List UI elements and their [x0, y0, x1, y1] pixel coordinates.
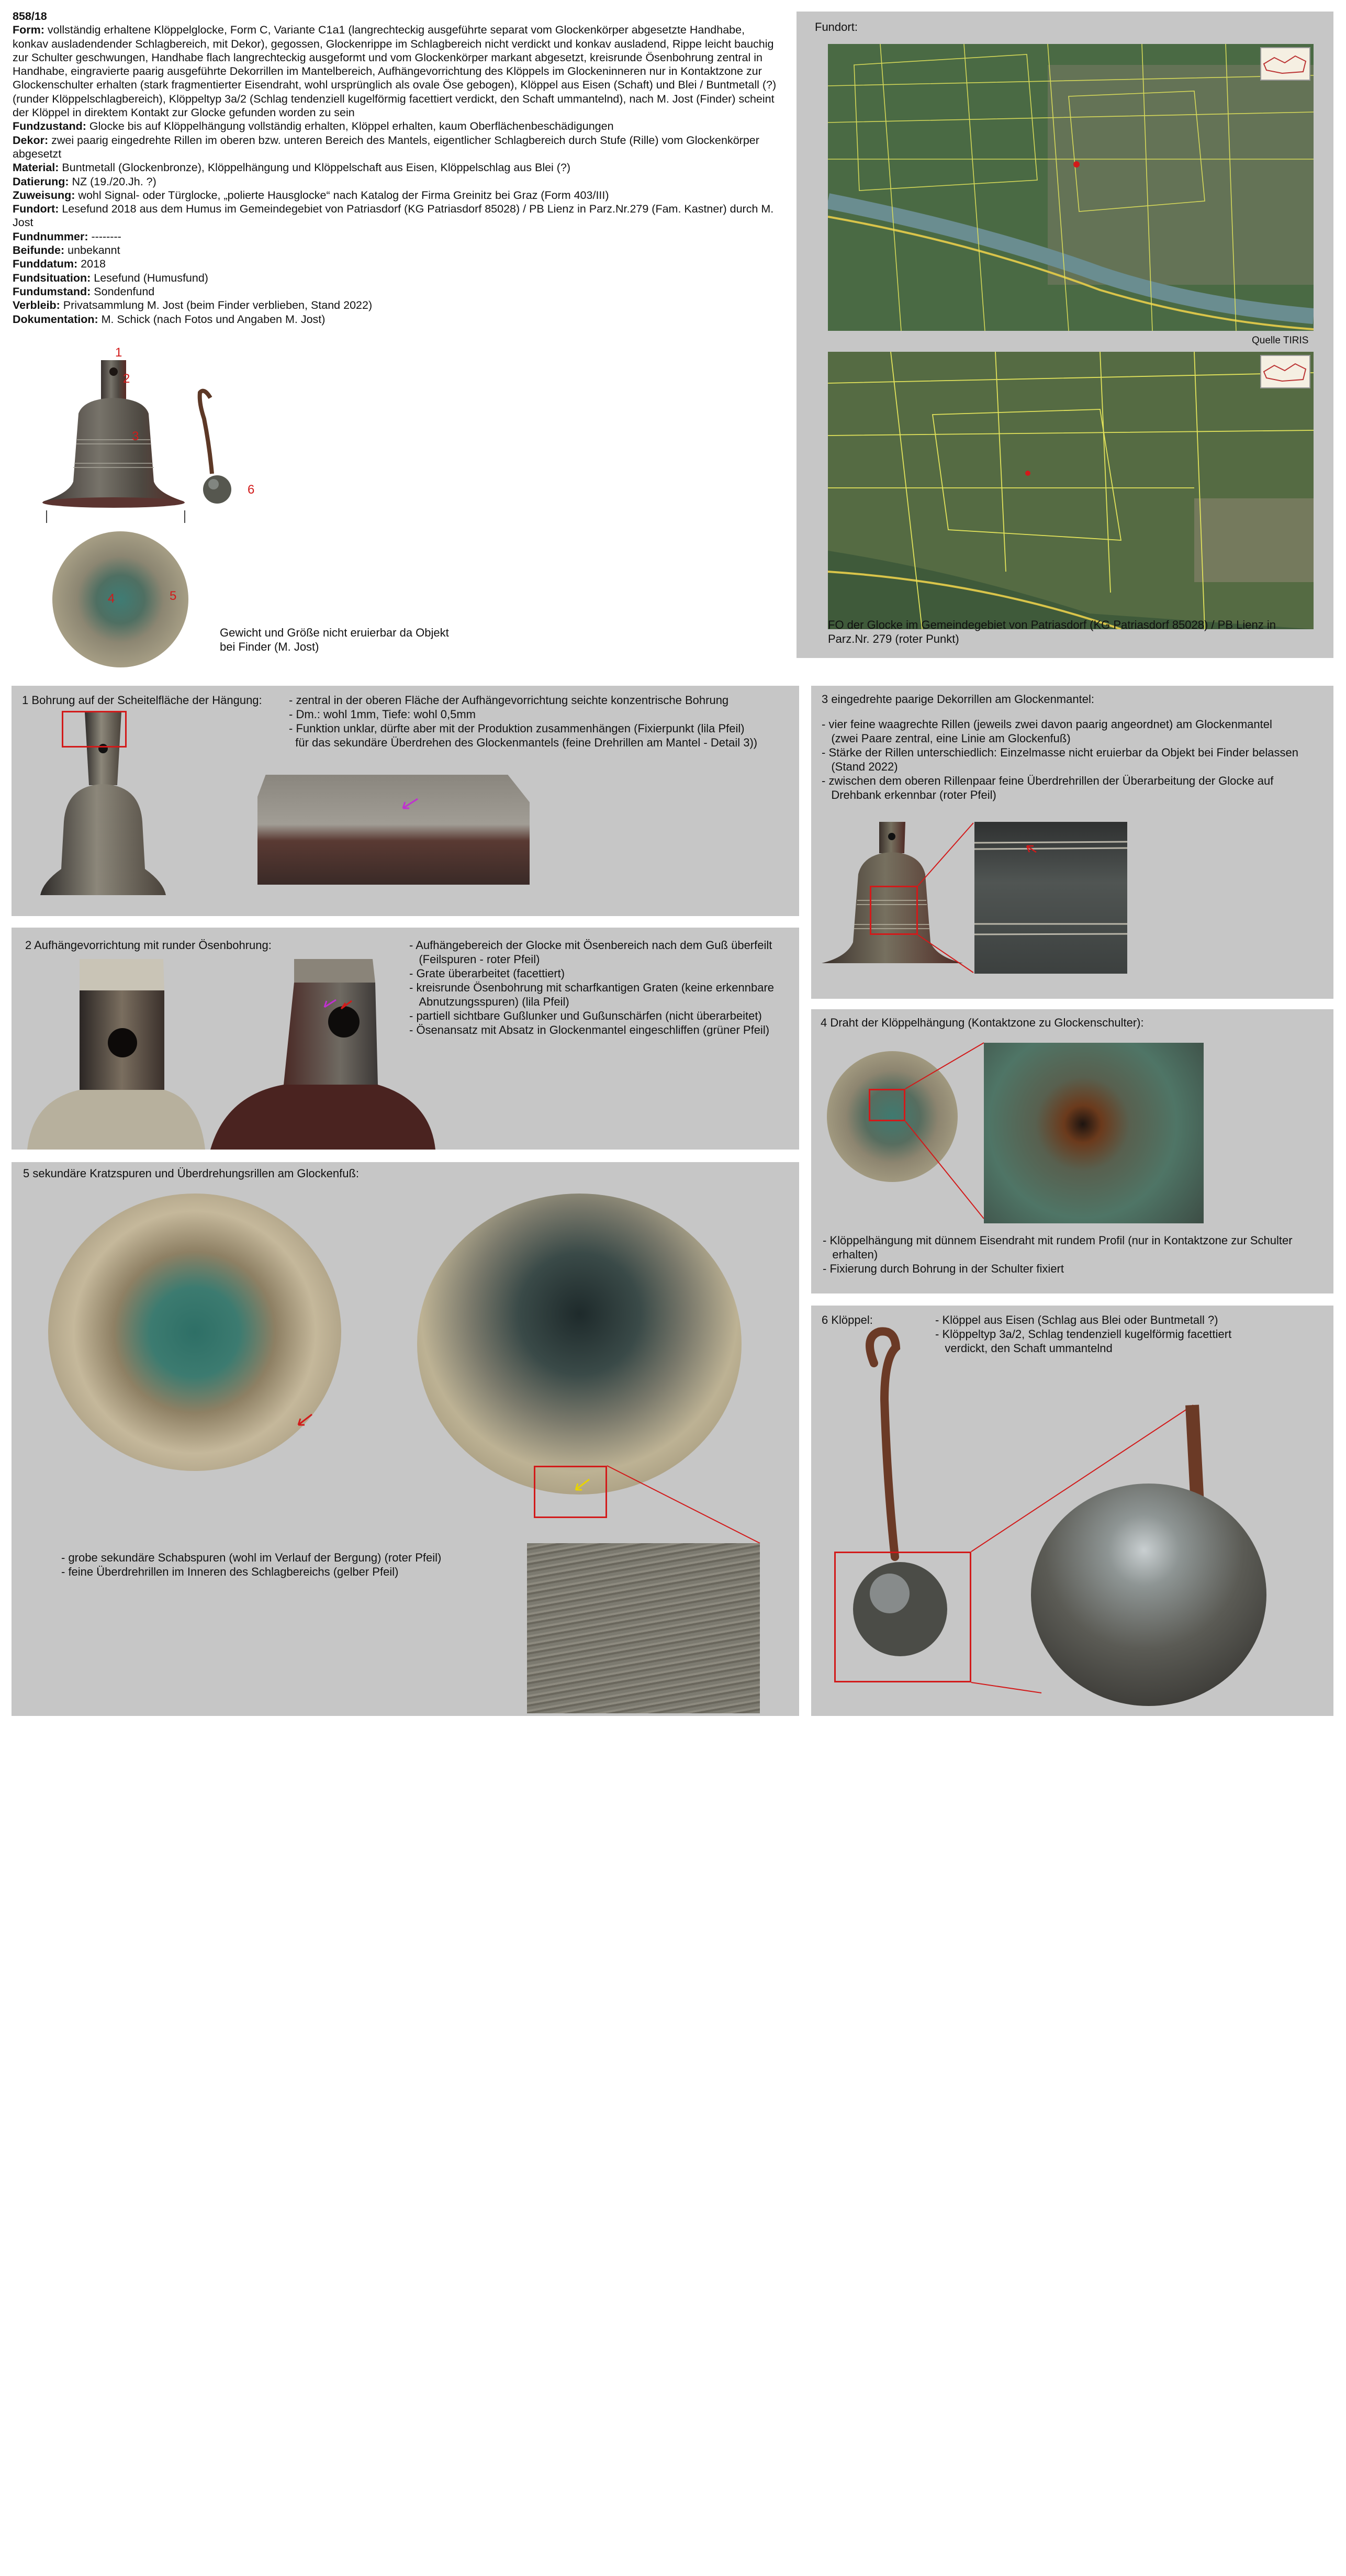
record-field-label: Fundzustand: [13, 120, 86, 133]
detail2-front-image [27, 959, 205, 1150]
record-field [13, 298, 782, 312]
record-field-value: Glocke bis auf Klöppelhängung vollständig erhalten, Klöppel erhalten, kaum Oberflächenbeschädigungen [86, 120, 614, 133]
overview-photos [42, 345, 471, 670]
map-detail [828, 352, 1314, 629]
record-fields [13, 23, 782, 326]
detail5-closeup-image [527, 1543, 760, 1713]
record-field [13, 119, 782, 133]
record-field [13, 257, 782, 271]
detail6-bullet-text: - Klöppel aus Eisen (Schlag aus Blei oder Buntmetall ?) - Klöppeltyp 3a/2, Schlag tendenziell kugelförmig facettiert verdickt, den Schaft ummantelnd [935, 1313, 1232, 1355]
record-field-value: Buntmetall (Glockenbronze), Klöppelhängung und Klöppelschaft aus Eisen, Klöppelschlag aus Blei (?) [59, 161, 571, 174]
detail4-closeup-image [984, 1043, 1204, 1223]
detail1-bullet-text: - zentral in der oberen Fläche der Aufhängevorrichtung seichte konzentrische Bohrung - Dm.: wohl 1mm, Tiefe: wohl 0,5mm - Funktion unklar, dürfte aber mit der Produktion zusammenhängen (Fixierpunkt (lila Pfeil) für das sekundäre Überdrehen des Glockenmantels (feine Drehrillen am Mantel - Detail 3)) [289, 694, 758, 749]
record-field-value: Lesefund 2018 aus dem Humus im Gemeindegebiet von Patriasdorf (KG Patriasdorf 85028) / PB Lienz in Parz.Nr.279 (Fam. Kastner) durch M. Jost [13, 203, 774, 229]
record-field-value: wohl Signal- oder Türglocke, „polierte Hausglocke“ nach Katalog der Firma Greinitz bei Graz (Form 403/III) [75, 188, 609, 202]
record-id: 858/18 [13, 10, 47, 23]
detail2-panel [12, 928, 799, 1150]
record-field [13, 230, 782, 243]
record-field-label: Datierung: [13, 175, 69, 188]
bell-side-image [42, 356, 194, 513]
detail1-title: 1 Bohrung auf der Scheitelfläche der Hängung: [22, 694, 262, 707]
detail2-bullets [409, 938, 774, 1037]
record-field-label: Beifunde: [13, 244, 65, 257]
detail1-marker-box [62, 711, 127, 748]
detail4-title: 4 Draht der Klöppelhängung (Kontaktzone zu Glockenschulter): [821, 1016, 1144, 1029]
record-field-value: Privatsammlung M. Jost (beim Finder verblieben, Stand 2022) [60, 299, 373, 312]
detail6-title: 6 Klöppel: [822, 1313, 873, 1326]
detail6-panel [811, 1306, 1333, 1716]
label-2: 2 [123, 372, 130, 386]
label-6: 6 [248, 483, 255, 497]
bell-bottom-image [52, 531, 188, 667]
detail3-closeup-lines [974, 822, 1127, 974]
record-field-label: Dekor: [13, 133, 49, 147]
record-field [13, 285, 782, 298]
record-field-label: Form: [13, 24, 44, 37]
record-field-label: Fundort: [13, 203, 59, 216]
detail5-bullets [61, 1551, 441, 1579]
record-text [13, 9, 782, 326]
record-field [13, 175, 782, 188]
detail2-bullet-text: - Aufhängebereich der Glocke mit Ösenbereich nach dem Guß überfeilt (Feilspuren - roter Pfeil) - Grate überarbeitet (facettiert) - kreisrunde Ösenbohrung mit scharfkantigen Graten (keine erkennbare Abnutzungsspuren) (lila Pfeil) - partiell sichtbare Gußlunker und Gußunschärfen (nicht überarbeitet) - Ösenansatz mit Absatz in Glockenmantel eingeschliffen (grüner Pfeil) [409, 939, 775, 1036]
fundort-caption: FO der Glocke im Gemeindegebiet von Patriasdorf (KG Patriasdorf 85028) / PB Lienz in Parz.Nr. 279 (roter Punkt) [828, 618, 1276, 645]
record-field-value: 2018 [77, 258, 106, 271]
detail5-bullet-text: - grobe sekundäre Schabspuren (wohl im Verlauf der Bergung) (roter Pfeil) - feine Überdrehrillen im Inneren des Schlagbereichs (gelber Pfeil) [61, 1551, 442, 1578]
record-field-value: zwei paarig eingedrehte Rillen im oberen bzw. unteren Bereich des Mantels, eigentlicher Schlagbereich durch Stufe (Rille) vom Glockenkörper abgesetzt [13, 133, 759, 160]
map-overview [828, 44, 1314, 331]
record-field [13, 313, 782, 326]
map-overview-inset [1260, 47, 1310, 81]
record-field-label: Fundumstand: [13, 285, 91, 298]
record-field-value: Lesefund (Humusfund) [91, 271, 208, 284]
record-field-value: vollständig erhaltene Klöppelglocke, Form C, Variante C1a1 (langrechteckig ausgeführte separat vom Glockenkörper abgesetzte Handhabe, konkav ausladendender Schlagbereich, mit Dekor), gegossen, Glockenrippe im Schlagbereich nicht verdickt und konkav ausladend, Rippe leicht bauchig zur Schulter geschwungen, Handhabe flach langrechteckig ausgeformt und vom Glockenkörper markant abgesetzt, kreisrunde Ösenbohrung zentral in Handhabe, eingravierte paarig ausgeführte Dekorrillen im Mantelbereich, Aufhängevorrichtung des Klöppels im Glockeninneren nur in Kontaktzone zur Glockenschulter erhalten (stark fragmentierter Eisendraht, wohl ursprünglich als ovale Öse gebogen), Klöppel aus Eisen (Schaft) und Blei / Buntmetall (?) (runder Klöppelschlagbereich), Klöppeltyp 3a/2 (Schlag tendenziell kugelförmig facettiert verdickt, den Schaft ummantelnd), nach M. Jost (Finder) scheint der Klöppel in direktem Kontakt zur Glocke gefunden worden zu sein [13, 24, 777, 119]
purple-arrow-icon [399, 797, 420, 812]
detail3-panel [811, 686, 1333, 999]
detail2-title: 2 Aufhängevorrichtung mit runder Ösenbohrung: [25, 939, 272, 952]
detail2-side-image [210, 959, 441, 1150]
label-3: 3 [132, 429, 139, 443]
record-field [13, 161, 782, 174]
overview-note: Gewicht und Größe nicht eruierbar da Objekt bei Finder (M. Jost) [220, 626, 449, 653]
record-field-label: Dokumentation: [13, 313, 98, 326]
record-field-value: unbekannt [64, 244, 120, 257]
record-field-label: Funddatum: [13, 258, 78, 271]
detail1-panel [12, 686, 799, 916]
detail5-panel [12, 1162, 799, 1716]
record-field [13, 188, 782, 202]
record-field-value: M. Schick (nach Fotos und Angaben M. Jost) [98, 313, 326, 326]
record-field [13, 271, 782, 285]
map-detail-inset [1260, 355, 1310, 388]
scale-tick-left [46, 510, 47, 523]
detail3-bullet-text: - vier feine waagrechte Rillen (jeweils zwei davon paarig angeordnet) am Glockenmantel (zwei Paare zentral, eine Linie am Glockenfuß) - Stärke der Rillen unterschiedlich: Einzelmasse nicht eruierbar da Objekt bei Finder belassen (Stand 2022) - zwischen dem oberen Rillenpaar feine Überdrehrillen der Überarbeitung der Glocke auf Drehbank erkennbar (roter Pfeil) [822, 718, 1299, 801]
detail3-title: 3 eingedrehte paarige Dekorrillen am Glockenmantel: [822, 693, 1094, 706]
detail4-panel [811, 1009, 1333, 1293]
scale-tick-right [184, 510, 185, 523]
record-field [13, 202, 782, 230]
detail1-closeup-image [257, 775, 530, 885]
record-field-value: NZ (19./20.Jh. ?) [69, 175, 156, 188]
record-field-label: Material: [13, 161, 59, 174]
clapper-small-image [199, 387, 241, 508]
map-source: Quelle TIRIS [1252, 335, 1309, 346]
record-field [13, 23, 782, 119]
label-1: 1 [115, 345, 122, 360]
record-field-label: Fundsituation: [13, 271, 91, 284]
detail4-bullet-text: - Klöppelhängung mit dünnem Eisendraht mit rundem Profil (nur in Kontaktzone zur Schulter erhalten) - Fixierung durch Bohrung in der Schulter fixiert [823, 1234, 1293, 1275]
detail4-bullets [823, 1233, 1293, 1276]
record-field [13, 133, 782, 161]
record-field-value: Sondenfund [91, 285, 155, 298]
fundort-panel [797, 12, 1333, 658]
detail6-closeup-image [1031, 1484, 1266, 1706]
detail1-bullets [289, 693, 757, 750]
record-field [13, 243, 782, 257]
record-field-label: Zuweisung: [13, 188, 75, 202]
record-field-value: -------- [88, 230, 121, 243]
record-field-label: Verbleib: [13, 299, 60, 312]
label-5: 5 [170, 589, 177, 603]
fundort-title: Fundort: [815, 20, 858, 34]
label-4: 4 [108, 592, 115, 606]
detail5-title: 5 sekundäre Kratzspuren und Überdrehungsrillen am Glockenfuß: [23, 1167, 360, 1180]
record-field-label: Fundnummer: [13, 230, 88, 243]
